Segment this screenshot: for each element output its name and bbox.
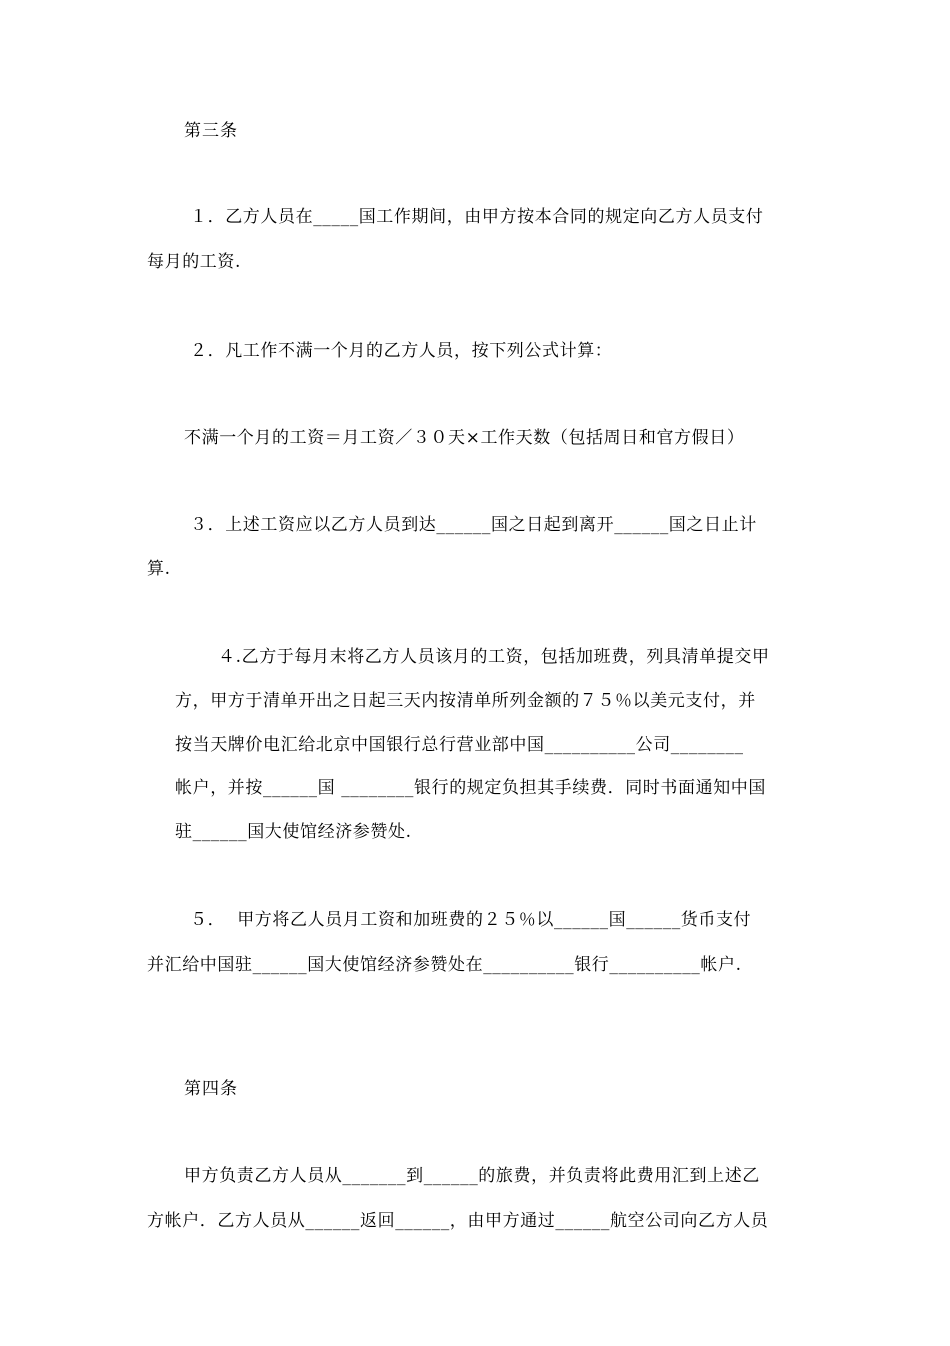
article-3-clause-4-line-5: 驻______国大使馆经济参赞处. — [175, 822, 412, 842]
article-3-clause-3-line-1: ３．上述工资应以乙方人员到达______国之日起到离开______国之日止计 — [190, 515, 757, 535]
article-3-clause-1-line-1: １．乙方人员在_____国工作期间，由甲方按本合同的规定向乙方人员支付 — [190, 207, 764, 227]
article-3-heading: 第三条 — [184, 121, 238, 141]
article-4-heading: 第四条 — [184, 1079, 238, 1099]
article-4-clause-1-line-1: 甲方负责乙方人员从_______到______的旅费，并负责将此费用汇到上述乙 — [184, 1166, 760, 1186]
article-3-clause-4-line-4: 帐户，并按______国 ________银行的规定负担其手续费．同时书面通知中国 — [175, 778, 767, 798]
article-4-clause-1-line-2: 方帐户．乙方人员从______返回______，由甲方通过______航空公司向乙方人员 — [147, 1211, 769, 1231]
article-3-clause-4-line-3: 按当天牌价电汇给北京中国银行总行营业部中国__________公司________ — [175, 735, 744, 755]
article-3-clause-1-line-2: 每月的工资. — [147, 252, 242, 272]
article-3-clause-3-line-2: 算. — [147, 559, 171, 579]
article-3-formula: 不满一个月的工资＝月工资／３０天×工作天数（包括周日和官方假日） — [184, 428, 745, 448]
article-3-clause-4-line-1: ４.乙方于每月末将乙方人员该月的工资，包括加班费，列具清单提交甲 — [218, 647, 770, 667]
article-3-clause-4-line-2: 方，甲方于清单开出之日起三天内按清单所列金额的７５％以美元支付，并 — [175, 691, 756, 711]
article-3-clause-5-line-1: ５． 甲方将乙人员月工资和加班费的２５％以______国______货币支付 — [190, 910, 752, 930]
article-3-clause-2-line-1: ２．凡工作不满一个月的乙方人员，按下列公式计算： — [190, 341, 613, 361]
article-3-clause-5-line-2: 并汇给中国驻______国大使馆经济参赞处在__________银行__________帐户. — [147, 955, 742, 975]
